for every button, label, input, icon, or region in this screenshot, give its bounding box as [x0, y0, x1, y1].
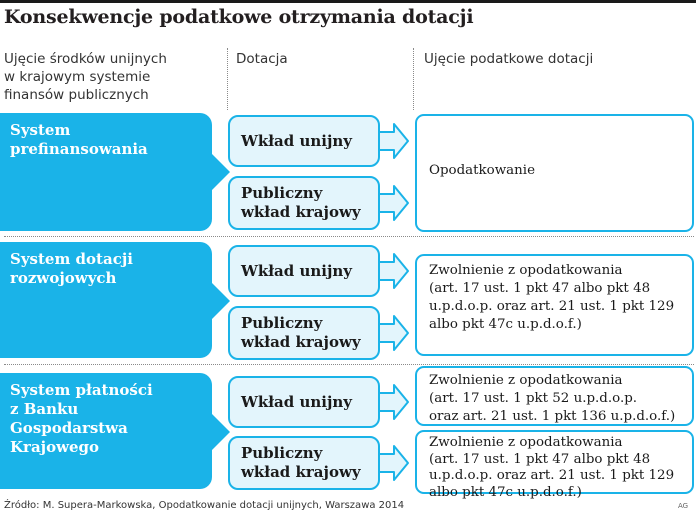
- system-box-prefinancing: [0, 113, 212, 231]
- system-box-development-grants: [0, 242, 212, 358]
- grant-label: Publiczny wkład krajowy: [241, 444, 361, 481]
- tax-treatment-text: Zwolnienie z opodatkowania (art. 17 ust. 1 pkt 52 u.p.d.o.p. oraz art. 21 ust. 1 pkt 136 u.p.d.o.f.): [429, 373, 676, 424]
- tax-box-taxation: [415, 114, 694, 232]
- grant-label: Wkład unijny: [241, 131, 352, 150]
- system-label: System dotacji rozwojowych: [10, 250, 133, 287]
- grant-label: Publiczny wkład krajowy: [241, 314, 361, 351]
- grant-pill-eu-contribution: [228, 376, 380, 428]
- infographic-title: Konsekwencje podatkowe otrzymania dotacji: [4, 6, 474, 28]
- system-label: System prefinansowania: [10, 121, 148, 158]
- system-box-bgk-payments: [0, 373, 212, 489]
- grant-label: Wkład unijny: [241, 392, 352, 411]
- source-note: Źródło: M. Supera-Markowska, Opodatkowanie dotacji unijnych, Warszawa 2014: [4, 500, 405, 511]
- tax-box-exemption: [415, 254, 694, 356]
- grant-label: Publiczny wkład krajowy: [241, 184, 361, 221]
- grant-pill-national-contribution: [228, 176, 380, 230]
- tax-box-exemption-bgk-eu: [415, 366, 694, 426]
- system-label: System płatności z Banku Gospodarstwa Krajowego: [10, 381, 153, 456]
- tax-treatment-text: Zwolnienie z opodatkowania (art. 17 ust. 1 pkt 47 albo pkt 48 u.p.d.o.p. oraz art. 21 ust. 1 pkt 129 albo pkt 47c u.p.d.o.f.): [429, 263, 675, 332]
- tax-box-exemption-bgk-national: [415, 430, 694, 500]
- grant-pill-eu-contribution: [228, 245, 380, 297]
- tax-treatment-text: Zwolnienie z opodatkowania (art. 17 ust. 1 pkt 47 albo pkt 48 u.p.d.o.p. oraz art. 21 ust. 1 pkt 129 albo pkt 47c u.p.d.o.f.): [429, 435, 675, 500]
- grant-pill-national-contribution: [228, 306, 380, 360]
- column-header-grant: Dotacja: [236, 51, 288, 67]
- column-header-tax-treatment: Ujęcie podatkowe dotacji: [424, 51, 594, 67]
- author-credit: AG: [678, 502, 689, 510]
- tax-treatment-text: Opodatkowanie: [429, 163, 536, 178]
- grant-pill-national-contribution: [228, 436, 380, 490]
- grant-label: Wkład unijny: [241, 261, 352, 280]
- column-header-eu-funds: Ujęcie środków unijnych w krajowym systemie finansów publicznych: [4, 51, 167, 103]
- grant-pill-eu-contribution: [228, 115, 380, 167]
